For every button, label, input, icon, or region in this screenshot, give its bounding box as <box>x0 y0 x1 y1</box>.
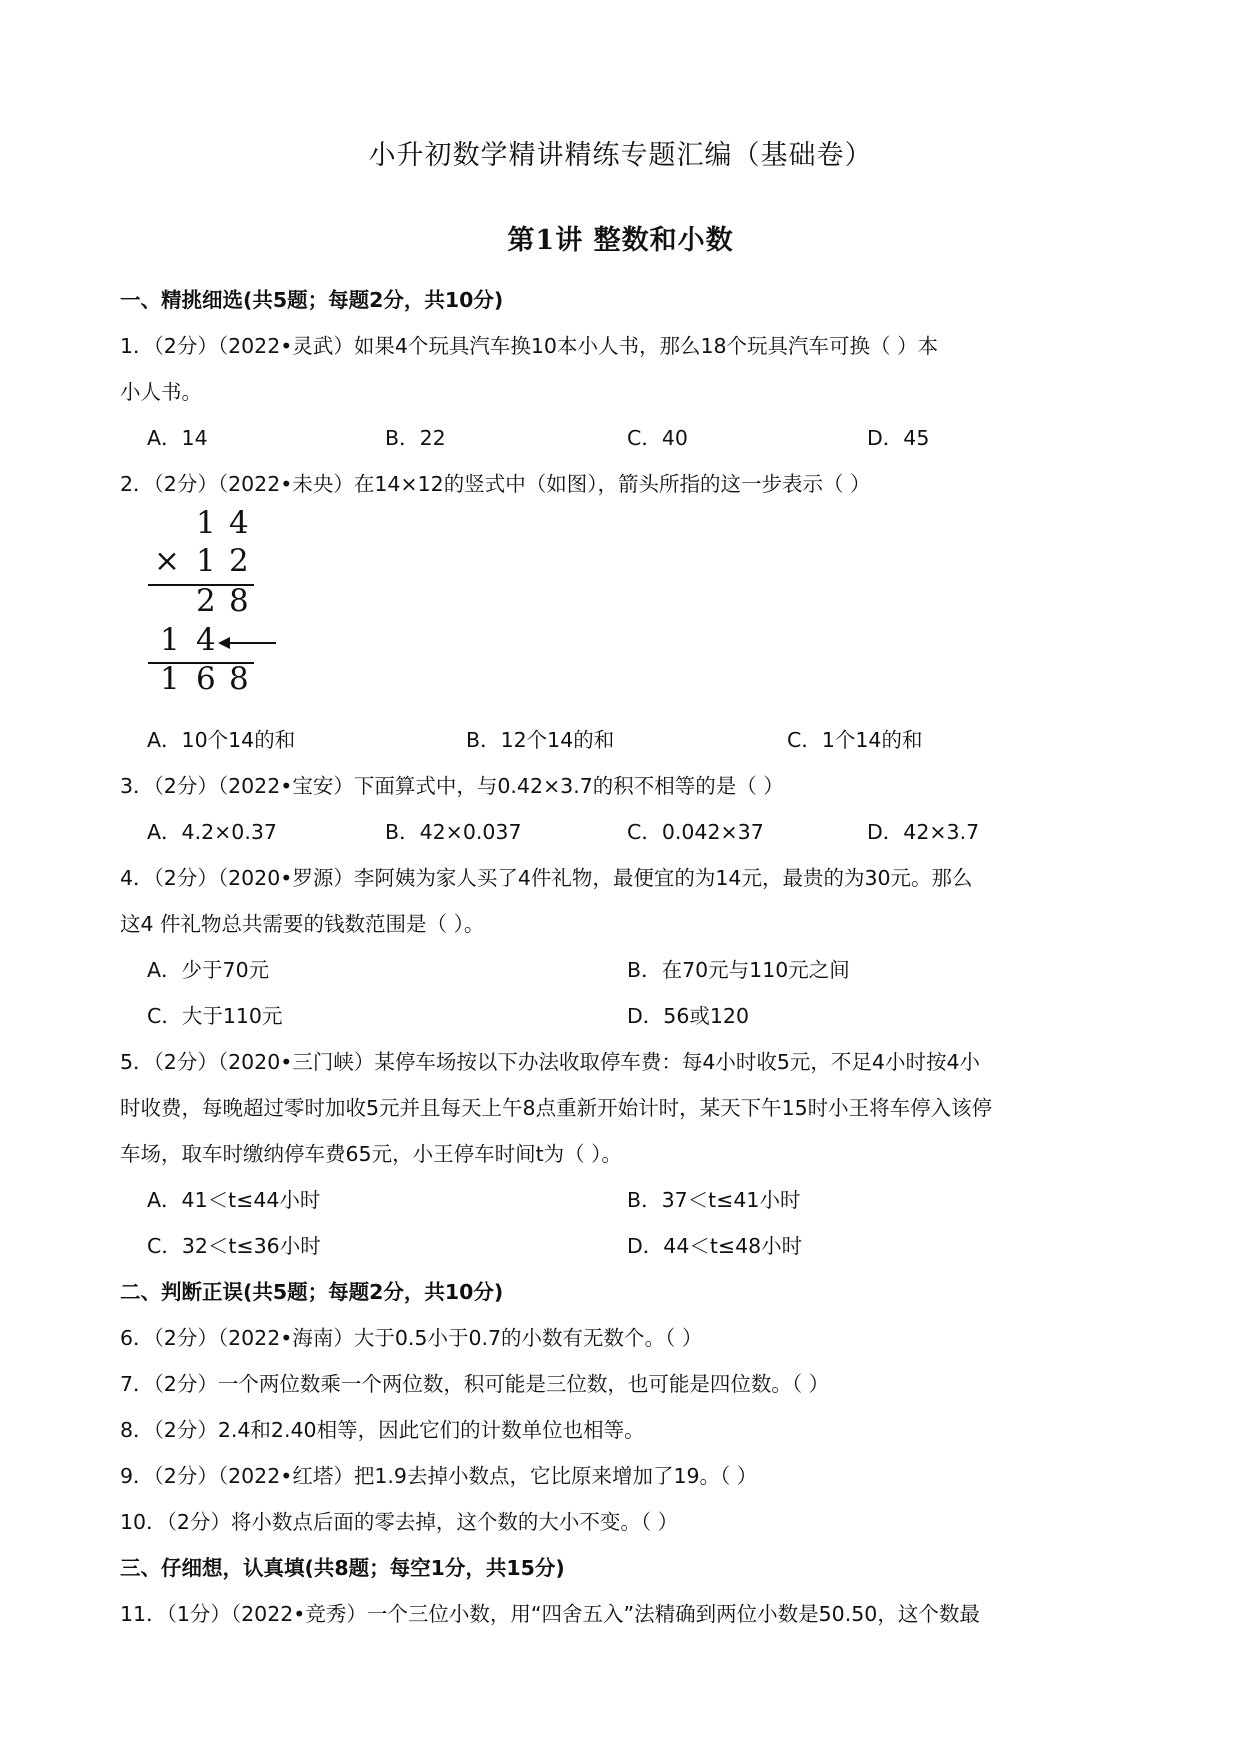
question-3-option-a: A．4.2×0.37 <box>147 820 277 844</box>
question-7-text: 7．（2分）一个两位数乘一个两位数，积可能是三位数，也可能是四位数。（ ） <box>120 1372 830 1396</box>
calc-row2-digit2: 2 <box>229 543 249 579</box>
question-4-option-a: A．少于70元 <box>147 958 270 982</box>
question-4-option-d: D．56或120 <box>627 1004 749 1028</box>
calc-row2-digit1: 1 <box>196 543 216 579</box>
question-5-option-d: D．44＜t≤48小时 <box>627 1234 803 1258</box>
question-1-option-b: B．22 <box>385 426 446 450</box>
vertical-multiplication-figure <box>140 505 310 705</box>
question-5-option-b: B．37＜t≤41小时 <box>627 1188 801 1212</box>
question-4-text: 4．（2分）（2020•罗源）李阿姨为家人买了4件礼物，最便宜的为14元，最贵的为30元。那么 <box>120 866 973 890</box>
calc-row3-digit2: 8 <box>229 583 249 619</box>
question-5-text: 5．（2分）（2020•三门峡）某停车场按以下办法收取停车费：每4小时收5元，不足4小时按4小 <box>120 1050 981 1074</box>
question-5-text-cont: 时收费，每晚超过零时加收5元并且每天上午8点重新开始计时，某天下午15时小王将车停入该停 <box>120 1096 993 1120</box>
question-6-text: 6．（2分）（2022•海南）大于0.5小于0.7的小数有无数个。（ ） <box>120 1326 703 1350</box>
section-heading-1: 一、精挑细选(共5题；每题2分，共10分) <box>120 288 504 312</box>
calc-times-sign: × <box>154 543 180 579</box>
question-2-option-a: A．10个14的和 <box>147 728 296 752</box>
calc-row5-digit2: 6 <box>196 661 216 697</box>
question-1-option-a: A．14 <box>147 426 208 450</box>
calc-row4-digit2: 4 <box>196 622 216 658</box>
calc-row5-digit1: 1 <box>160 661 180 697</box>
lesson-title: 第1讲 整数和小数 <box>507 225 734 256</box>
question-2-option-c: C．1个14的和 <box>787 728 923 752</box>
question-9-text: 9．（2分）（2022•红塔）把1.9去掉小数点，它比原来增加了19。（ ） <box>120 1464 758 1488</box>
question-3-option-d: D．42×3.7 <box>867 820 980 844</box>
question-1-option-d: D．45 <box>867 426 930 450</box>
calc-row4-digit1: 1 <box>160 622 180 658</box>
question-3-option-b: B．42×0.037 <box>385 820 522 844</box>
page-title: 小升初数学精讲精练专题汇编（基础卷） <box>368 140 873 171</box>
question-2-text: 2．（2分）（2022•未央）在14×12的竖式中（如图），箭头所指的这一步表示（ ） <box>120 472 871 496</box>
question-3-text: 3．（2分）（2022•宝安）下面算式中，与0.42×3.7的积不相等的是（ ） <box>120 774 784 798</box>
question-5-text-cont-2: 车场，取车时缴纳停车费65元，小王停车时间t为（ ）。 <box>120 1142 622 1166</box>
question-5-option-a: A．41＜t≤44小时 <box>147 1188 321 1212</box>
question-4-text-cont: 这4 件礼物总共需要的钱数范围是（ ）。 <box>120 912 485 936</box>
question-1-text-cont: 小人书。 <box>120 380 202 404</box>
calc-row3-digit1: 2 <box>196 583 216 619</box>
question-4-option-b: B．在70元与110元之间 <box>627 958 850 982</box>
calc-row1-digit2: 4 <box>229 505 249 541</box>
section-heading-2: 二、判断正误(共5题；每题2分，共10分) <box>120 1280 504 1304</box>
question-8-text: 8．（2分）2.4和2.40相等，因此它们的计数单位也相等。 <box>120 1418 645 1442</box>
calc-row1-digit1: 1 <box>196 505 216 541</box>
question-5-option-c: C．32＜t≤36小时 <box>147 1234 321 1258</box>
question-1-option-c: C．40 <box>627 426 688 450</box>
question-3-option-c: C．0.042×37 <box>627 820 764 844</box>
question-11-text: 11．（1分）（2022•竞秀）一个三位小数，用“四舍五入”法精确到两位小数是50.50，这个数最 <box>120 1602 980 1626</box>
left-arrow-icon <box>218 635 278 651</box>
section-heading-3: 三、仔细想，认真填(共8题；每空1分，共15分) <box>120 1556 565 1580</box>
question-4-option-c: C．大于110元 <box>147 1004 283 1028</box>
question-1-text: 1．（2分）（2022•灵武）如果4个玩具汽车换10本小人书，那么18个玩具汽车可换（ ）本 <box>120 334 939 358</box>
calc-row5-digit3: 8 <box>229 661 249 697</box>
question-2-option-b: B．12个14的和 <box>466 728 615 752</box>
question-10-text: 10．（2分）将小数点后面的零去掉，这个数的大小不变。（ ） <box>120 1510 679 1534</box>
